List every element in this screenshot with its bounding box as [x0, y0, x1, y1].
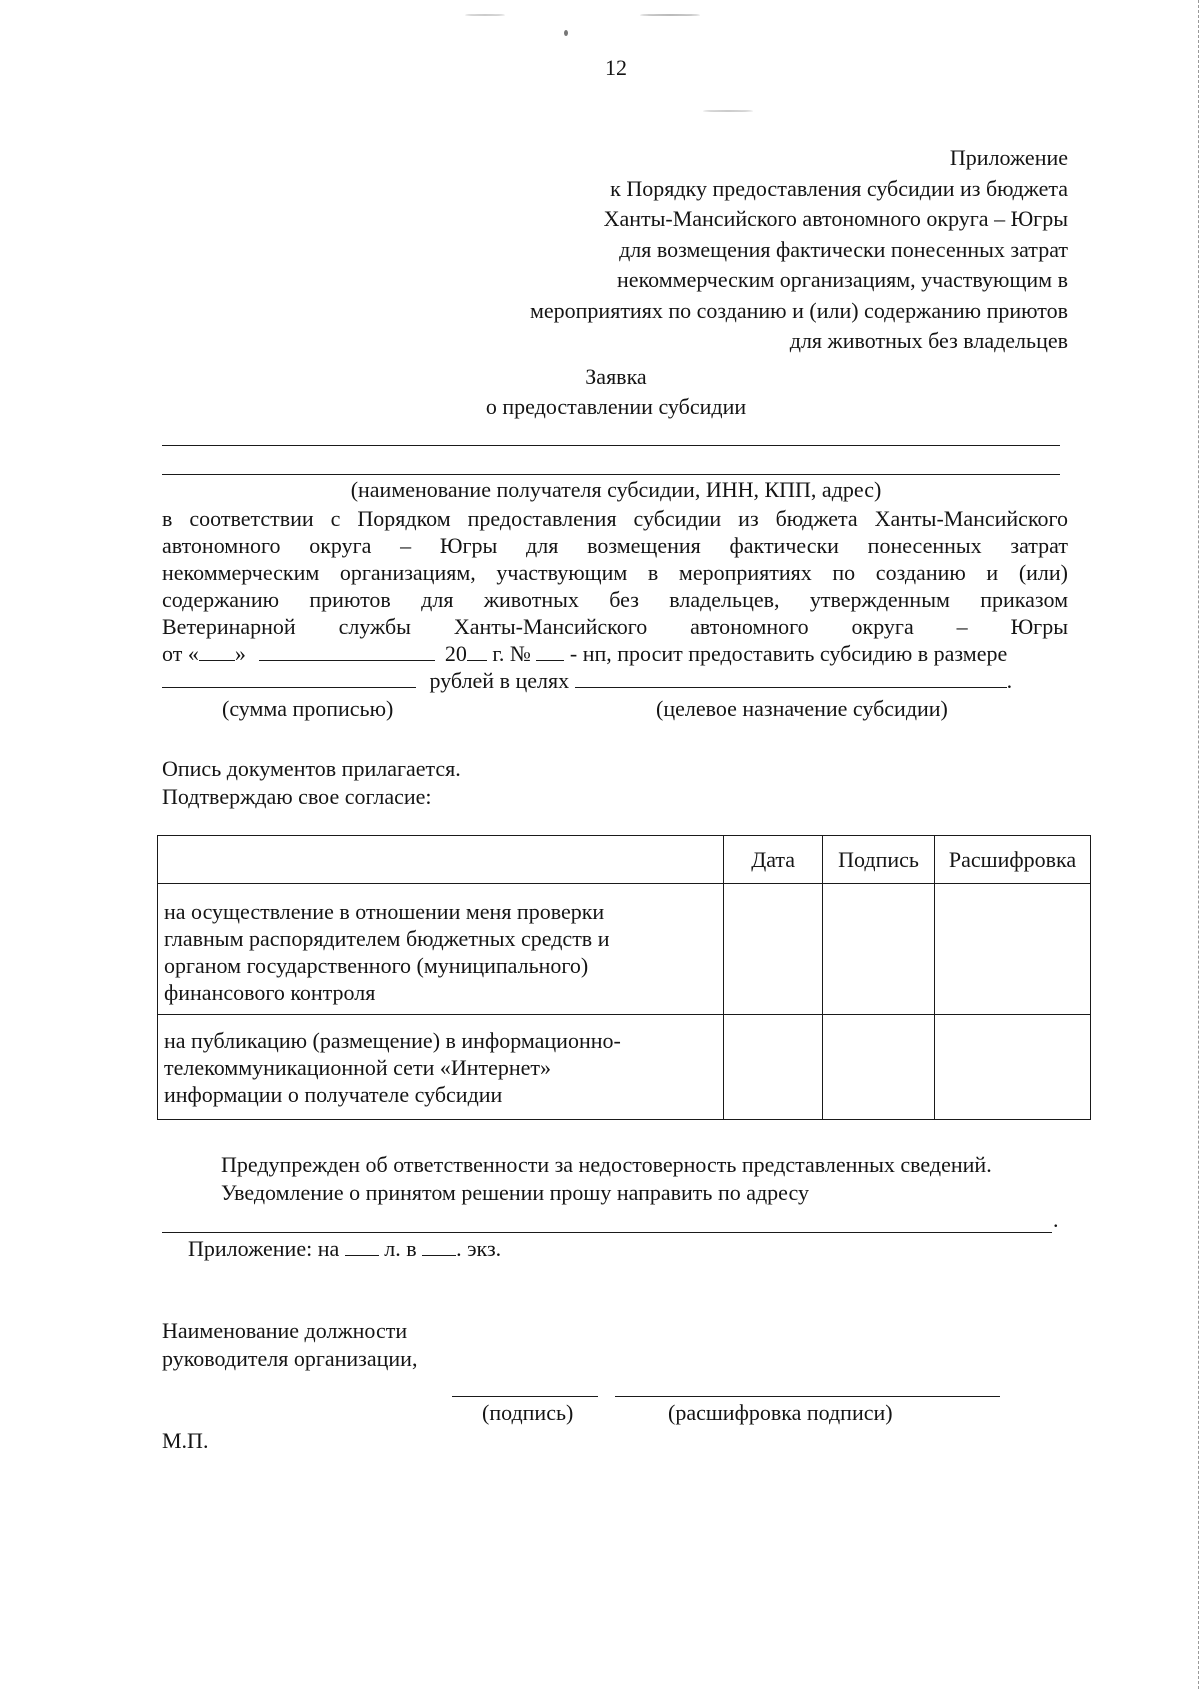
address-field[interactable] — [162, 1232, 1052, 1233]
decryption-cell[interactable] — [935, 884, 1091, 1015]
signature-cell[interactable] — [823, 884, 935, 1015]
consent-text-line: на публикацию (размещение) в информационно- — [164, 1028, 621, 1053]
consent-table — [157, 835, 1091, 1120]
signature-field[interactable] — [452, 1396, 598, 1397]
amount-line-end: . — [1006, 668, 1013, 693]
table-header-row — [158, 836, 1091, 884]
scan-speck — [465, 14, 505, 16]
date-from-label: от « — [162, 641, 199, 666]
table-header-cell — [158, 836, 724, 884]
table-row — [158, 884, 1091, 1015]
annex-header — [448, 143, 1068, 357]
document-title: Заявка — [585, 364, 647, 389]
consent-text: Подтверждаю свое согласие: — [162, 784, 432, 809]
inventory-text: Опись документов прилагается. — [162, 756, 461, 781]
body-line: содержанию приютов для животных без владельцев, утвержденным приказом — [162, 587, 1068, 612]
date-line-tail: - нп, просит предоставить субсидию в размере — [569, 641, 1008, 666]
body-line: автономного округа – Югры для возмещения фактически понесенных затрат — [162, 533, 1068, 558]
date-quote-close: » — [234, 641, 246, 666]
position-label-line-1: Наименование должности — [162, 1318, 408, 1343]
purpose-field[interactable] — [575, 667, 1007, 688]
amount-rubles-label: рублей в целях — [429, 668, 570, 693]
table-header-date: Дата — [724, 836, 823, 884]
amount-field[interactable] — [162, 667, 416, 688]
attachment-prefix: Приложение: на — [188, 1236, 340, 1261]
consent-text-line: на осуществление в отношении меня проверки — [164, 899, 605, 924]
document-subtitle: о предоставлении субсидии — [485, 394, 747, 419]
body-line: в соответствии с Порядком предоставления субсидии из бюджета Ханты-Мансийского — [162, 506, 1068, 531]
signature-cell[interactable] — [823, 1015, 935, 1120]
date-cell[interactable] — [724, 884, 823, 1015]
order-number-field[interactable] — [536, 640, 564, 661]
warning-text: Предупрежден об ответственности за недостоверность представленных сведений. — [221, 1152, 992, 1177]
scan-speck — [703, 110, 753, 112]
signature-caption: (подпись) — [482, 1400, 574, 1425]
recipient-field-line-1[interactable] — [162, 445, 1060, 446]
attachment-suffix: . экз. — [456, 1236, 502, 1261]
recipient-caption: (наименование получателя субсидии, ИНН, КПП, адрес) — [350, 477, 882, 502]
annex-line: для животных без владельцев — [789, 328, 1068, 353]
day-field[interactable] — [199, 640, 235, 661]
consent-text-line: информации о получателе субсидии — [164, 1082, 503, 1107]
page-number: 12 — [605, 55, 627, 80]
annex-line: для возмещения фактически понесенных затрат — [619, 236, 1068, 262]
consent-text-line: органом государственного (муниципального) — [164, 953, 589, 978]
position-label-line-2: руководителя организации, — [162, 1346, 418, 1371]
consent-text-line: телекоммуникационной сети «Интернет» — [164, 1055, 552, 1080]
year-prefix: 20 — [444, 641, 467, 666]
amount-line — [162, 667, 1068, 694]
scan-speck — [640, 14, 700, 16]
consent-text-line: главным распорядителем бюджетных средств и — [164, 926, 610, 951]
annex-line: Ханты-Мансийского автономного округа – Югры — [603, 206, 1068, 231]
consent-item-text — [158, 884, 724, 1015]
amount-caption: (сумма прописью) — [222, 696, 394, 721]
table-header-signature: Подпись — [823, 836, 935, 884]
decryption-cell[interactable] — [935, 1015, 1091, 1120]
recipient-field-line-2[interactable] — [162, 474, 1060, 475]
date-line — [162, 640, 1068, 667]
scan-speck — [564, 30, 568, 36]
table-row — [158, 1015, 1091, 1120]
decryption-caption: (расшифровка подписи) — [668, 1400, 893, 1425]
stamp-label: М.П. — [162, 1428, 209, 1453]
notify-text: Уведомление о принятом решении прошу направить по адресу — [221, 1180, 809, 1205]
order-number-label: г. № — [492, 641, 531, 666]
annex-line: Приложение — [949, 145, 1068, 170]
attachment-line — [188, 1235, 501, 1262]
consent-item-text — [158, 1015, 724, 1120]
purpose-caption: (целевое назначение субсидии) — [656, 696, 948, 721]
annex-line: некоммерческим организациям, участвующим в — [617, 267, 1068, 292]
date-cell[interactable] — [724, 1015, 823, 1120]
consent-text-line: финансового контроля — [164, 980, 376, 1005]
year-field[interactable] — [467, 640, 487, 661]
body-line: Ветеринарной службы Ханты-Мансийского автономного округа – Югры — [162, 614, 1068, 639]
address-line-end: . — [1053, 1207, 1059, 1232]
attachment-middle: л. в — [384, 1236, 417, 1261]
body-line: некоммерческим организациям, участвующим в мероприятиях по созданию и (или) — [162, 560, 1068, 585]
annex-line: к Порядку предоставления субсидии из бюджета — [610, 175, 1068, 201]
decryption-field[interactable] — [615, 1396, 1000, 1397]
month-field[interactable] — [259, 640, 435, 661]
sheets-count-field[interactable] — [345, 1235, 379, 1256]
copies-count-field[interactable] — [422, 1235, 456, 1256]
table-header-decryption: Расшифровка — [935, 836, 1091, 884]
annex-line: мероприятиях по созданию и (или) содержанию приютов — [529, 297, 1068, 323]
